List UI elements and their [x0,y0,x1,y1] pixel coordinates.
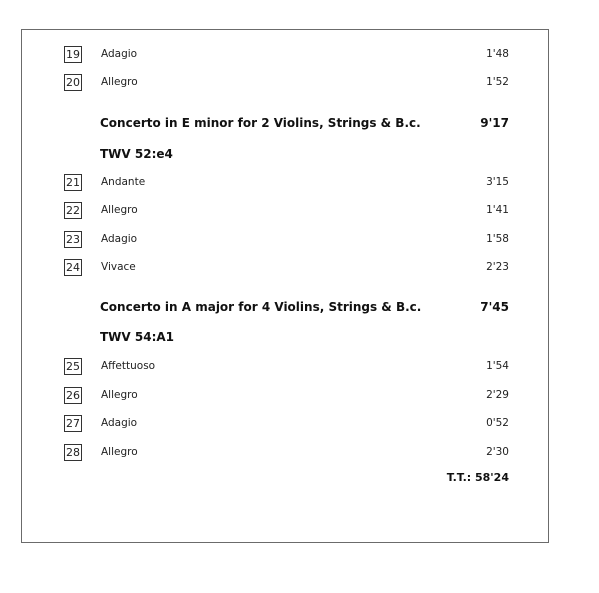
track-time: 1'54 [486,360,509,372]
page-frame [21,29,549,543]
catalog-row [0,146,599,166]
track-number: 28 [66,446,80,459]
concerto-title: Concerto in E minor for 2 Violins, Strings & B.c. [100,116,421,130]
track-number: 20 [66,76,80,89]
track-row [0,415,599,435]
track-number: 26 [66,389,80,402]
concerto-title: Concerto in A major for 4 Violins, Strings & B.c. [100,300,422,314]
track-time: 2'29 [486,389,509,401]
track-time: 2'23 [486,261,509,273]
track-title: Allegro [101,389,138,401]
catalog-number: TWV 54:A1 [100,330,175,344]
track-number: 22 [66,204,80,217]
track-row [0,174,599,194]
track-row [0,74,599,94]
concerto-heading-row [0,299,599,319]
track-title: Allegro [101,76,138,88]
catalog-number: TWV 52:e4 [100,147,173,161]
track-title: Vivace [101,261,136,273]
track-time: 3'15 [486,176,509,188]
track-row [0,231,599,251]
track-number: 24 [66,261,80,274]
track-row [0,358,599,378]
concerto-time: 9'17 [480,116,509,130]
track-title: Allegro [101,204,138,216]
track-title: Adagio [101,417,138,429]
track-row [0,46,599,66]
track-row [0,387,599,407]
track-time: 1'52 [486,76,509,88]
track-title: Adagio [101,48,138,60]
track-title: Adagio [101,233,138,245]
track-row [0,259,599,279]
track-time: 1'48 [486,48,509,60]
track-title: Andante [101,176,146,188]
track-title: Affettuoso [101,360,156,372]
track-row [0,202,599,222]
track-number: 27 [66,417,80,430]
track-number: 19 [66,48,80,61]
catalog-row [0,329,599,349]
track-time: 2'30 [486,446,509,458]
track-time: 0'52 [486,417,509,429]
total-time-row [0,469,599,489]
concerto-time: 7'45 [480,300,509,314]
track-number: 23 [66,233,80,246]
track-time: 1'41 [486,204,509,216]
concerto-heading-row [0,115,599,135]
total-time: T.T.: 58'24 [446,471,509,484]
track-title: Allegro [101,446,138,458]
track-number: 21 [66,176,80,189]
track-row [0,444,599,464]
track-time: 1'58 [486,233,509,245]
track-number: 25 [66,360,80,373]
